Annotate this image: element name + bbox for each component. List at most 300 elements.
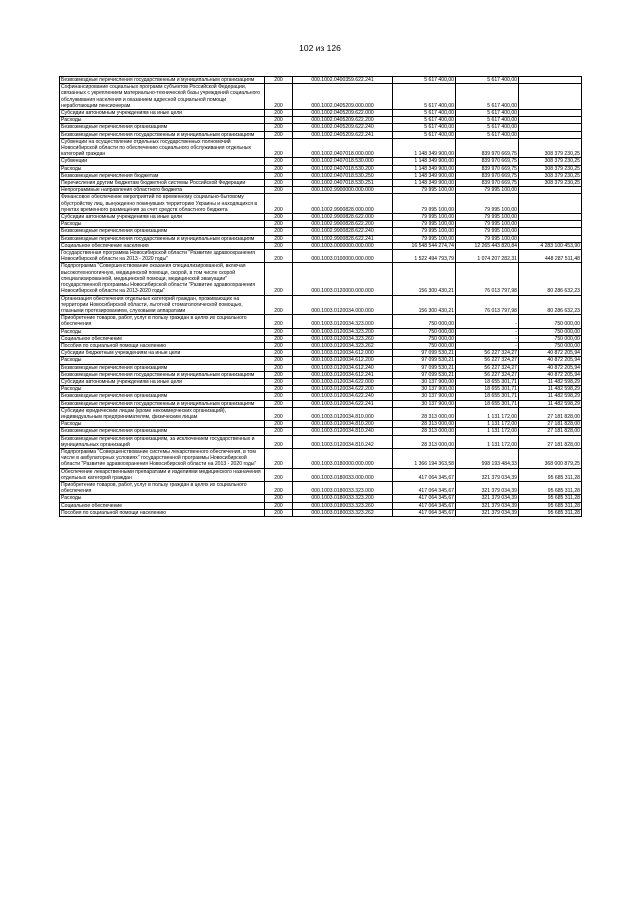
line-code-cell: 200 — [265, 187, 293, 194]
classification-code-cell: 000.1002.0405209.622.240 — [293, 124, 393, 131]
table-row — [60, 165, 582, 172]
classification-code-cell: 000.1003.0000000.000.000 — [293, 242, 393, 249]
line-code-cell: 200 — [265, 84, 293, 110]
classification-code-cell: 000.1003.0120034.622.240 — [293, 393, 393, 400]
classification-code-cell: 000.1003.0180033.323.200 — [293, 495, 393, 502]
line-code-cell: 200 — [265, 242, 293, 249]
amount-cell — [519, 221, 582, 228]
classification-code-cell: 000.1003.0180033.000.000 — [293, 468, 393, 481]
item-name-cell: Софинансирование социальных программ субъектов Российской Федерации, связанных с укреплением материально-технической базы учреждений социального обслуживания населения и оказанием адресной социальной помощи неработающим пенсионерам — [60, 84, 265, 110]
classification-code-cell: 000.1003.0120034.323.262 — [293, 342, 393, 349]
amount-cell: 1 148 349 900,00 — [393, 138, 456, 158]
table-row — [60, 502, 582, 509]
amount-cell: 321 379 034,39 — [456, 468, 519, 481]
amount-cell: 368 000 879,25 — [519, 448, 582, 468]
line-code-cell: 200 — [265, 364, 293, 371]
amount-cell: 30 137 900,00 — [393, 386, 456, 393]
line-code-cell: 200 — [265, 371, 293, 378]
item-name-cell: Пособия по социальной помощи населению — [60, 342, 265, 349]
amount-cell: 79 995 100,00 — [393, 228, 456, 235]
table-row — [60, 468, 582, 481]
amount-cell: 16 548 544 274,74 — [393, 242, 456, 249]
item-name-cell: Социальное обеспечение — [60, 502, 265, 509]
amount-cell: 18 655 301,71 — [456, 393, 519, 400]
classification-code-cell: 000.1002.9900000.000.000 — [293, 187, 393, 194]
item-name-cell: Расходы — [60, 117, 265, 124]
amount-cell: 30 137 900,00 — [393, 400, 456, 407]
item-name-cell: Субсидии автономным учреждениям на иные цели — [60, 378, 265, 385]
page-number: 102 из 126 — [299, 43, 341, 53]
amount-cell: 5 617 400,00 — [456, 84, 519, 110]
amount-cell: 18 655 301,71 — [456, 386, 519, 393]
line-code-cell: 200 — [265, 172, 293, 179]
item-name-cell: Безвозмездные перечисления бюджетам — [60, 172, 265, 179]
amount-cell: 308 379 230,25 — [519, 158, 582, 165]
classification-code-cell: 000.1002.0407018.000.000 — [293, 138, 393, 158]
line-code-cell: 200 — [265, 342, 293, 349]
table-row — [60, 158, 582, 165]
classification-code-cell: 000.1002.9900828.622.000 — [293, 214, 393, 221]
item-name-cell: Безвозмездные перечисления организациям — [60, 228, 265, 235]
table-row — [60, 77, 582, 84]
amount-cell: 79 995 100,00 — [456, 235, 519, 242]
amount-cell: 1 366 194 363,58 — [393, 448, 456, 468]
line-code-cell: 200 — [265, 421, 293, 428]
item-name-cell: Субсидии юридическим лицам (кроме некоммерческих организаций), индивидуальным предпринимателям, физическим лицам — [60, 407, 265, 420]
item-name-cell: Субсидии автономным учреждениям на иные цели — [60, 110, 265, 117]
amount-cell — [519, 214, 582, 221]
item-name-cell: Обеспечение лекарственными препаратами и изделиями медицинского назначения отдельных категорий граждан — [60, 468, 265, 481]
table-row — [60, 509, 582, 516]
amount-cell: 97 099 530,21 — [393, 350, 456, 357]
amount-cell: 79 995 100,00 — [456, 228, 519, 235]
amount-cell: 750 000,00 — [519, 315, 582, 328]
classification-code-cell: 000.1002.0407018.530.200 — [293, 165, 393, 172]
amount-cell: 79 995 100,00 — [393, 214, 456, 221]
classification-code-cell: 000.1003.0120034.612.241 — [293, 371, 393, 378]
amount-cell: 97 099 530,21 — [393, 371, 456, 378]
classification-code-cell: 000.1002.0407018.530.251 — [293, 180, 393, 187]
line-code-cell: 200 — [265, 328, 293, 335]
table-row — [60, 400, 582, 407]
table-row — [60, 428, 582, 435]
item-name-cell: Безвозмездные перечисления организациям — [60, 428, 265, 435]
amount-cell: 1 148 349 900,00 — [393, 180, 456, 187]
item-name-cell: Безвозмездные перечисления государственным и муниципальным организациям — [60, 400, 265, 407]
amount-cell: 79 995 100,00 — [393, 194, 456, 214]
amount-cell: 95 685 311,28 — [519, 468, 582, 481]
amount-cell: 321 379 034,39 — [456, 502, 519, 509]
classification-code-cell: 000.1003.0100000.000.000 — [293, 250, 393, 263]
item-name-cell: Безвозмездные перечисления государственным и муниципальным организациям — [60, 77, 265, 84]
classification-code-cell: 000.1003.0120034.000.000 — [293, 295, 393, 315]
amount-cell: 1 131 172,00 — [456, 407, 519, 420]
amount-cell: 4 283 100 453,90 — [519, 242, 582, 249]
table-row — [60, 180, 582, 187]
item-name-cell: Пособия по социальной помощи населению — [60, 509, 265, 516]
amount-cell: 40 872 205,94 — [519, 357, 582, 364]
amount-cell: 5 617 400,00 — [456, 110, 519, 117]
amount-cell: 156 300 430,21 — [393, 263, 456, 295]
classification-code-cell: 000.1003.0120034.612.000 — [293, 350, 393, 357]
line-code-cell: 200 — [265, 435, 293, 448]
amount-cell: 156 300 430,21 — [393, 295, 456, 315]
classification-code-cell: 000.1002.9900828.622.200 — [293, 221, 393, 228]
table-row — [60, 393, 582, 400]
amount-cell: 79 995 100,00 — [456, 221, 519, 228]
table-row — [60, 335, 582, 342]
amount-cell: 79 995 100,00 — [393, 187, 456, 194]
line-code-cell: 200 — [265, 250, 293, 263]
line-code-cell: 200 — [265, 428, 293, 435]
item-name-cell: Приобретение товаров, работ, услуг в пользу граждан в целях их социального обеспечения — [60, 481, 265, 494]
item-name-cell: Расходы — [60, 495, 265, 502]
classification-code-cell: 000.1002.0405209.622.200 — [293, 117, 393, 124]
line-code-cell: 200 — [265, 194, 293, 214]
amount-cell — [519, 77, 582, 84]
amount-cell: 5 617 400,00 — [393, 124, 456, 131]
line-code-cell: 200 — [265, 357, 293, 364]
table-row — [60, 110, 582, 117]
amount-cell: 56 227 324,27 — [456, 364, 519, 371]
amount-cell: 40 872 205,94 — [519, 364, 582, 371]
amount-cell: 18 655 301,71 — [456, 378, 519, 385]
table-row — [60, 172, 582, 179]
amount-cell — [519, 124, 582, 131]
line-code-cell: 200 — [265, 315, 293, 328]
line-code-cell: 200 — [265, 228, 293, 235]
amount-cell: 40 872 205,94 — [519, 371, 582, 378]
amount-cell: 5 617 400,00 — [456, 131, 519, 138]
amount-cell: 839 970 669,75 — [456, 172, 519, 179]
table-row — [60, 495, 582, 502]
line-code-cell: 200 — [265, 235, 293, 242]
classification-code-cell: 000.1003.0180033.323.000 — [293, 481, 393, 494]
amount-cell: 28 313 000,00 — [393, 435, 456, 448]
amount-cell: 750 000,00 — [519, 335, 582, 342]
amount-cell: 321 379 034,39 — [456, 481, 519, 494]
classification-code-cell: 000.1002.9900828.622.241 — [293, 235, 393, 242]
classification-code-cell: 000.1003.0120034.622.241 — [293, 400, 393, 407]
classification-code-cell: 000.1002.0405209.000.000 — [293, 84, 393, 110]
table-row — [60, 421, 582, 428]
amount-cell: 750 000,00 — [393, 315, 456, 328]
amount-cell: 998 193 484,33 — [456, 448, 519, 468]
amount-cell: 97 099 530,21 — [393, 357, 456, 364]
amount-cell: 5 617 400,00 — [393, 84, 456, 110]
amount-cell: 27 181 828,00 — [519, 435, 582, 448]
item-name-cell: Субсидии бюджетным учреждениям на иные цели — [60, 350, 265, 357]
classification-code-cell: 000.1003.0180033.323.260 — [293, 502, 393, 509]
line-code-cell: 200 — [265, 77, 293, 84]
line-code-cell: 200 — [265, 502, 293, 509]
classification-code-cell: 000.1003.0120034.323.000 — [293, 315, 393, 328]
amount-cell: 56 227 324,27 — [456, 357, 519, 364]
amount-cell: 27 181 828,00 — [519, 428, 582, 435]
amount-cell: 448 287 511,48 — [519, 250, 582, 263]
amount-cell: 750 000,00 — [393, 328, 456, 335]
amount-cell: 5 617 400,00 — [393, 110, 456, 117]
amount-cell — [519, 110, 582, 117]
line-code-cell: 200 — [265, 407, 293, 420]
table-row — [60, 350, 582, 357]
classification-code-cell: 000.1003.0120034.810.200 — [293, 421, 393, 428]
amount-cell — [519, 84, 582, 110]
amount-cell: 1 131 172,00 — [456, 435, 519, 448]
line-code-cell: 200 — [265, 138, 293, 158]
item-name-cell: Расходы — [60, 165, 265, 172]
classification-code-cell: 000.1002.0400359.622.241 — [293, 77, 393, 84]
amount-cell: 1 148 349 900,00 — [393, 165, 456, 172]
budget-table — [59, 76, 582, 517]
amount-cell: 5 617 400,00 — [456, 117, 519, 124]
table-row — [60, 228, 582, 235]
amount-cell: 11 482 598,29 — [519, 393, 582, 400]
amount-cell — [519, 117, 582, 124]
line-code-cell: 200 — [265, 400, 293, 407]
table-row — [60, 84, 582, 110]
classification-code-cell: 000.1003.0180033.323.262 — [293, 509, 393, 516]
table-row — [60, 194, 582, 214]
table-row — [60, 342, 582, 349]
table-row — [60, 187, 582, 194]
classification-code-cell: 000.1003.0120000.000.000 — [293, 263, 393, 295]
amount-cell: 750 000,00 — [393, 335, 456, 342]
line-code-cell: 200 — [265, 110, 293, 117]
amount-cell: 79 995 100,00 — [393, 221, 456, 228]
item-name-cell: Безвозмездные перечисления организациям, за исключением государственных и муниципальных организаций — [60, 435, 265, 448]
item-name-cell: Подпрограмма "Совершенствование системы лекарственного обеспечения, в том числе в амбулаторных условиях" государственной программы Новосибирской области "Развитие здравоохранения Новосибирской области на 2013 - 2020 годы" — [60, 448, 265, 468]
item-name-cell: Расходы — [60, 328, 265, 335]
amount-cell: 97 099 530,21 — [393, 364, 456, 371]
amount-cell: 56 227 324,27 — [456, 371, 519, 378]
amount-cell: 28 313 000,00 — [393, 421, 456, 428]
amount-cell: 308 379 230,25 — [519, 180, 582, 187]
classification-code-cell: 000.1002.9900828.622.240 — [293, 228, 393, 235]
amount-cell — [519, 194, 582, 214]
line-code-cell: 200 — [265, 495, 293, 502]
amount-cell: 79 995 100,00 — [456, 194, 519, 214]
table-row — [60, 378, 582, 385]
line-code-cell: 200 — [265, 263, 293, 295]
classification-code-cell: 000.1002.0407018.530.000 — [293, 158, 393, 165]
classification-code-cell: 000.1002.0405209.622.000 — [293, 110, 393, 117]
line-code-cell: 200 — [265, 448, 293, 468]
classification-code-cell: 000.1003.0120034.323.200 — [293, 328, 393, 335]
item-name-cell: Безвозмездные перечисления организациям — [60, 124, 265, 131]
amount-cell: 11 482 598,29 — [519, 386, 582, 393]
item-name-cell: Подпрограмма "Совершенствование оказания специализированной, включая высокотехнологичную, медицинской помощи, скорой, в том числе скорой специализированной, медицинской помощи, медицинской эвакуации" государственной программы Новосибирской области "Развитие здравоохранения Новосибирской области на 2013-2020 годы" — [60, 263, 265, 295]
budget-table-body — [60, 77, 582, 517]
item-name-cell: Перечисления другим бюджетам бюджетной системы Российской Федерации — [60, 180, 265, 187]
item-name-cell: Безвозмездные перечисления государственным и муниципальным организациям — [60, 371, 265, 378]
amount-cell: 5 617 400,00 — [456, 124, 519, 131]
amount-cell: 27 181 828,00 — [519, 421, 582, 428]
item-name-cell: Социальное обеспечение — [60, 335, 265, 342]
amount-cell: - — [456, 342, 519, 349]
item-name-cell: Государственная программа Новосибирской области "Развитие здравоохранения Новосибирской области на 2013 - 2020 годы" — [60, 250, 265, 263]
amount-cell — [519, 187, 582, 194]
amount-cell — [519, 131, 582, 138]
amount-cell: 18 655 301,71 — [456, 400, 519, 407]
item-name-cell: Безвозмездные перечисления государственным и муниципальным организациям — [60, 235, 265, 242]
item-name-cell: Расходы — [60, 221, 265, 228]
amount-cell: 321 379 034,39 — [456, 509, 519, 516]
amount-cell: 5 617 400,00 — [456, 77, 519, 84]
table-row — [60, 357, 582, 364]
amount-cell: 417 064 345,67 — [393, 509, 456, 516]
item-name-cell: Субвенции — [60, 158, 265, 165]
amount-cell: 76 013 797,98 — [456, 263, 519, 295]
amount-cell: 839 970 669,75 — [456, 158, 519, 165]
line-code-cell: 200 — [265, 378, 293, 385]
amount-cell: 1 148 349 900,00 — [393, 158, 456, 165]
amount-cell: 95 685 311,28 — [519, 481, 582, 494]
amount-cell: 750 000,00 — [519, 342, 582, 349]
amount-cell: 95 685 311,28 — [519, 502, 582, 509]
item-name-cell: Безвозмездные перечисления организациям — [60, 393, 265, 400]
table-row — [60, 386, 582, 393]
table-row — [60, 481, 582, 494]
amount-cell: 1 131 172,00 — [456, 421, 519, 428]
line-code-cell: 200 — [265, 468, 293, 481]
table-row — [60, 117, 582, 124]
amount-cell: 839 970 669,75 — [456, 138, 519, 158]
line-code-cell: 200 — [265, 158, 293, 165]
amount-cell: 417 064 345,67 — [393, 502, 456, 509]
amount-cell: - — [456, 328, 519, 335]
classification-code-cell: 000.1003.0120034.810.240 — [293, 428, 393, 435]
classification-code-cell: 000.1002.0407018.530.250 — [293, 172, 393, 179]
amount-cell: 79 995 100,00 — [456, 187, 519, 194]
table-row — [60, 448, 582, 468]
amount-cell: 417 064 345,67 — [393, 495, 456, 502]
table-row — [60, 435, 582, 448]
amount-cell: 79 995 100,00 — [393, 235, 456, 242]
amount-cell: 56 227 324,27 — [456, 350, 519, 357]
table-row — [60, 364, 582, 371]
amount-cell: 5 617 400,00 — [393, 77, 456, 84]
amount-cell: - — [456, 315, 519, 328]
amount-cell: 28 313 000,00 — [393, 428, 456, 435]
line-code-cell: 200 — [265, 221, 293, 228]
classification-code-cell: 000.1003.0120034.810.242 — [293, 435, 393, 448]
classification-code-cell: 000.1003.0120034.810.000 — [293, 407, 393, 420]
classification-code-cell: 000.1003.0120034.612.240 — [293, 364, 393, 371]
item-name-cell: Приобретение товаров, работ, услуг в пользу граждан в целях их социального обеспечения — [60, 315, 265, 328]
amount-cell — [519, 228, 582, 235]
item-name-cell: Расходы — [60, 421, 265, 428]
amount-cell: 308 379 230,25 — [519, 172, 582, 179]
item-name-cell: Непрограммные направления областного бюджета — [60, 187, 265, 194]
amount-cell: 95 685 311,28 — [519, 495, 582, 502]
amount-cell: 11 482 598,29 — [519, 378, 582, 385]
amount-cell: 5 617 400,00 — [393, 131, 456, 138]
amount-cell: 79 995 100,00 — [456, 214, 519, 221]
line-code-cell: 200 — [265, 180, 293, 187]
amount-cell: 76 013 797,98 — [456, 295, 519, 315]
item-name-cell: Субвенции на осуществление отдельных государственных полномочий Новосибирской области по обеспечению социального обслуживания отдельных категорий граждан — [60, 138, 265, 158]
classification-code-cell: 000.1002.0405209.622.241 — [293, 131, 393, 138]
table-row — [60, 235, 582, 242]
amount-cell: 308 379 230,25 — [519, 165, 582, 172]
line-code-cell: 200 — [265, 124, 293, 131]
line-code-cell: 200 — [265, 295, 293, 315]
table-row — [60, 328, 582, 335]
table-row — [60, 315, 582, 328]
classification-code-cell: 000.1003.0120034.622.000 — [293, 378, 393, 385]
classification-code-cell: 000.1003.0180000.000.000 — [293, 448, 393, 468]
line-code-cell: 200 — [265, 117, 293, 124]
amount-cell: 1 148 349 900,00 — [393, 172, 456, 179]
amount-cell: 1 131 172,00 — [456, 428, 519, 435]
item-name-cell: Безвозмездные перечисления государственным и муниципальным организациям — [60, 131, 265, 138]
line-code-cell: 200 — [265, 335, 293, 342]
amount-cell: 321 379 034,39 — [456, 495, 519, 502]
line-code-cell: 200 — [265, 481, 293, 494]
amount-cell: 27 181 828,00 — [519, 407, 582, 420]
line-code-cell: 200 — [265, 386, 293, 393]
item-name-cell: Субсидии автономным учреждениям на иные цели — [60, 214, 265, 221]
classification-code-cell: 000.1003.0120034.323.260 — [293, 335, 393, 342]
amount-cell: 417 064 345,67 — [393, 481, 456, 494]
amount-cell: 1 074 207 282,31 — [456, 250, 519, 263]
table-row — [60, 295, 582, 315]
amount-cell: 12 265 443 820,84 — [456, 242, 519, 249]
table-row — [60, 214, 582, 221]
line-code-cell: 200 — [265, 393, 293, 400]
table-row — [60, 250, 582, 263]
table-row — [60, 407, 582, 420]
amount-cell: 40 872 205,94 — [519, 350, 582, 357]
table-row — [60, 124, 582, 131]
item-name-cell: Расходы — [60, 357, 265, 364]
classification-code-cell: 000.1003.0120034.622.200 — [293, 386, 393, 393]
amount-cell: 750 000,00 — [519, 328, 582, 335]
amount-cell: 5 617 400,00 — [393, 117, 456, 124]
amount-cell: 308 379 230,25 — [519, 138, 582, 158]
table-row — [60, 263, 582, 295]
amount-cell: 80 286 632,23 — [519, 295, 582, 315]
line-code-cell: 200 — [265, 350, 293, 357]
amount-cell: 839 970 669,75 — [456, 180, 519, 187]
line-code-cell: 200 — [265, 165, 293, 172]
line-code-cell: 200 — [265, 131, 293, 138]
line-code-cell: 200 — [265, 214, 293, 221]
amount-cell: 750 000,00 — [393, 342, 456, 349]
item-name-cell: Расходы — [60, 386, 265, 393]
amount-cell: 95 685 311,28 — [519, 509, 582, 516]
amount-cell: 30 137 900,00 — [393, 393, 456, 400]
table-row — [60, 138, 582, 158]
classification-code-cell: 000.1003.0120034.612.200 — [293, 357, 393, 364]
amount-cell: 417 064 345,67 — [393, 468, 456, 481]
table-row — [60, 221, 582, 228]
amount-cell: 839 970 669,75 — [456, 165, 519, 172]
item-name-cell: Финансовое обеспечение мероприятий по временному социально-бытовому обустройству лиц, вынужденно покинувших территорию Украины и находящихся в пунктах временного размещения за счет средств областного бюджета — [60, 194, 265, 214]
amount-cell: 30 137 900,00 — [393, 378, 456, 385]
table-row — [60, 371, 582, 378]
item-name-cell: Социальное обеспечение населения — [60, 242, 265, 249]
item-name-cell: Организация обеспечения отдельных категорий граждан, проживающих на территории Новосибирской области, льготной стоматологической помощью, глазными протезированием, слуховыми аппаратами — [60, 295, 265, 315]
item-name-cell: Безвозмездные перечисления организациям — [60, 364, 265, 371]
amount-cell: 80 286 632,23 — [519, 263, 582, 295]
classification-code-cell: 000.1002.9900828.000.000 — [293, 194, 393, 214]
amount-cell: 28 313 000,00 — [393, 407, 456, 420]
amount-cell: 11 482 598,29 — [519, 400, 582, 407]
amount-cell — [519, 235, 582, 242]
amount-cell: - — [456, 335, 519, 342]
